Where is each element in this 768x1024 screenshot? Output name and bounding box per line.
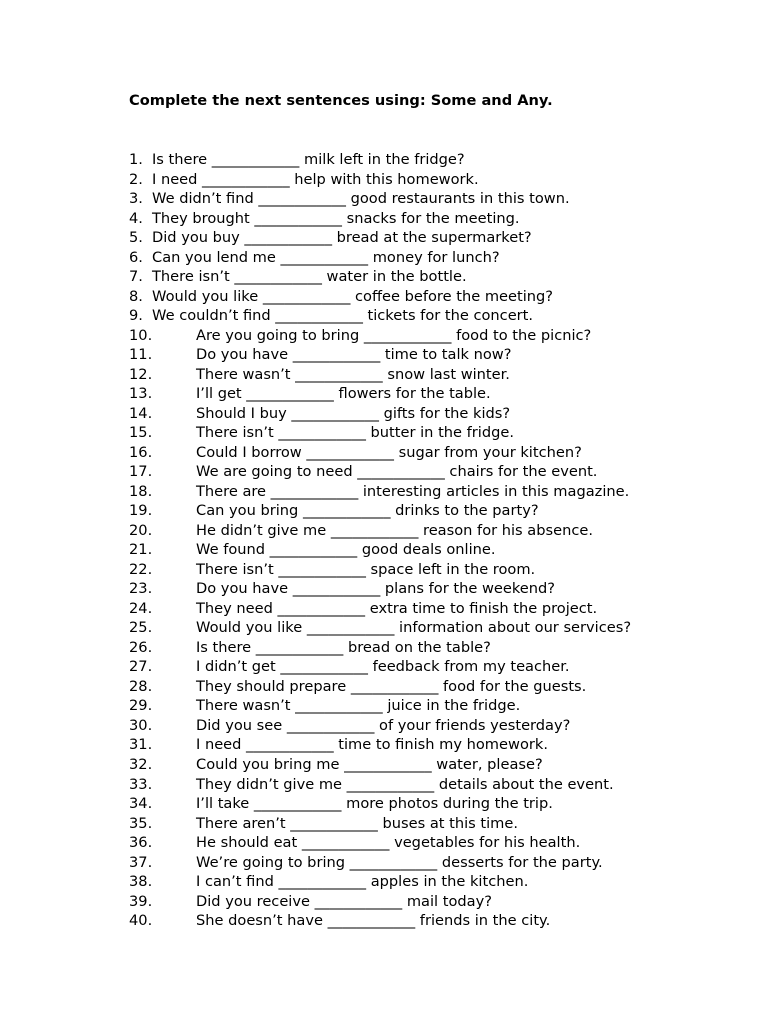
item-sentence: There are ____________ interesting articles in this magazine. [196, 482, 630, 500]
item-number: 1. [129, 151, 143, 168]
item-sentence: Could you bring me ____________ water, please? [196, 755, 543, 773]
item-sentence: Could I borrow ____________ sugar from your kitchen? [196, 443, 582, 461]
item-number: 5. [129, 229, 143, 247]
item-number: 35. [129, 814, 153, 832]
item-number: 32. [129, 755, 153, 773]
item-number: 23. [129, 580, 153, 598]
item-sentence: Do you have ____________ time to talk now? [196, 346, 512, 364]
item-sentence: Is there ____________ bread on the table? [196, 638, 491, 656]
item-sentence: There isn’t ____________ space left in the room. [196, 560, 536, 578]
item-number: 2. [129, 170, 143, 188]
item-number: 26. [129, 638, 153, 656]
item-sentence: There isn’t ____________ water in the bottle. [152, 268, 467, 286]
item-number: 18. [129, 482, 153, 500]
item-number: 13. [129, 385, 153, 403]
item-number: 33. [129, 775, 153, 793]
item-sentence: I need ____________ help with this homework. [152, 170, 479, 188]
item-sentence: I can’t find ____________ apples in the kitchen. [196, 873, 529, 891]
item-number: 9. [129, 307, 143, 325]
item-number: 7. [129, 268, 143, 286]
item-number: 6. [129, 248, 143, 266]
item-number: 4. [129, 209, 143, 227]
item-number: 38. [129, 873, 153, 891]
item-sentence: There wasn’t ____________ juice in the fridge. [196, 697, 521, 715]
item-sentence: We didn’t find ____________ good restaurants in this town. [152, 190, 570, 208]
item-number: 12. [129, 365, 153, 383]
item-sentence: They should prepare ____________ food for the guests. [196, 677, 587, 695]
page-title: Complete the next sentences using: Some and Any. [129, 92, 553, 109]
item-sentence: He should eat ____________ vegetables for his health. [196, 834, 581, 852]
item-number: 10. [129, 326, 153, 344]
item-number: 31. [129, 736, 153, 754]
item-sentence: We are going to need ____________ chairs for the event. [196, 463, 598, 481]
item-number: 37. [129, 853, 153, 871]
item-sentence: We couldn’t find ____________ tickets for the concert. [152, 307, 534, 325]
item-number: 16. [129, 443, 153, 461]
item-number: 14. [129, 404, 153, 422]
item-sentence: There wasn’t ____________ snow last winter. [196, 365, 510, 383]
item-sentence: He didn’t give me ____________ reason for his absence. [196, 521, 593, 539]
item-number: 34. [129, 795, 153, 813]
item-number: 17. [129, 463, 153, 481]
item-number: 22. [129, 560, 153, 578]
item-number: 3. [129, 190, 143, 208]
item-sentence: We found ____________ good deals online. [196, 541, 496, 559]
item-sentence: Can you lend me ____________ money for lunch? [152, 248, 500, 266]
item-sentence: There isn’t ____________ butter in the fridge. [196, 424, 514, 442]
item-number: 11. [129, 346, 153, 364]
item-sentence: We’re going to bring ____________ desserts for the party. [196, 853, 603, 871]
item-number: 40. [129, 912, 153, 930]
item-sentence: I need ____________ time to finish my homework. [196, 736, 548, 754]
item-sentence: Is there ____________ milk left in the fridge? [152, 151, 465, 168]
item-number: 8. [129, 287, 143, 305]
item-sentence: Should I buy ____________ gifts for the kids? [196, 404, 511, 422]
item-sentence: Did you buy ____________ bread at the supermarket? [152, 229, 532, 247]
item-sentence: I didn’t get ____________ feedback from my teacher. [196, 658, 570, 676]
item-number: 30. [129, 716, 153, 734]
item-number: 25. [129, 619, 153, 637]
item-number: 21. [129, 541, 153, 559]
item-sentence: Can you bring ____________ drinks to the party? [196, 502, 539, 520]
item-number: 28. [129, 677, 153, 695]
item-sentence: Would you like ____________ information about our services? [196, 619, 632, 637]
item-number: 20. [129, 521, 153, 539]
item-sentence: Do you have ____________ plans for the weekend? [196, 580, 556, 598]
item-number: 27. [129, 658, 153, 676]
item-sentence: Did you see ____________ of your friends yesterday? [196, 716, 571, 734]
item-sentence: I’ll get ____________ flowers for the table. [196, 385, 491, 403]
item-sentence: There aren’t ____________ buses at this time. [196, 814, 519, 832]
item-number: 15. [129, 424, 153, 442]
item-sentence: They need ____________ extra time to finish the project. [196, 599, 598, 617]
item-number: 19. [129, 502, 153, 520]
item-number: 36. [129, 834, 153, 852]
item-sentence: Are you going to bring ____________ food to the picnic? [196, 326, 592, 344]
item-number: 39. [129, 892, 153, 910]
item-sentence: She doesn’t have ____________ friends in the city. [196, 912, 551, 930]
item-sentence: They didn’t give me ____________ details about the event. [196, 775, 614, 793]
item-number: 24. [129, 599, 153, 617]
item-number: 29. [129, 697, 153, 715]
item-sentence: Would you like ____________ coffee before the meeting? [152, 287, 554, 305]
item-sentence: They brought ____________ snacks for the meeting. [152, 209, 520, 227]
item-sentence: Did you receive ____________ mail today? [196, 892, 492, 910]
item-sentence: I’ll take ____________ more photos during the trip. [196, 795, 553, 813]
